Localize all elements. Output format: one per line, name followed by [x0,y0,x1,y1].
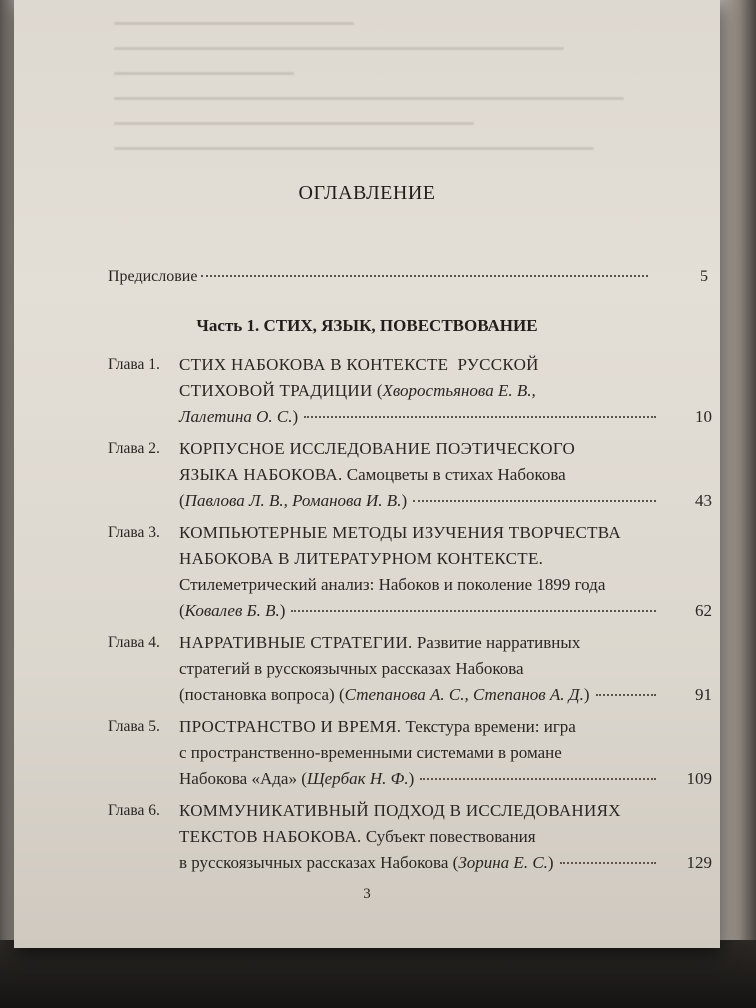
chapter-line [179,546,712,572]
chapter-heading: ПРОСТРАНСТВО И ВРЕМЯ. [179,717,402,736]
chapter-line [179,656,712,682]
chapter-heading: ТЕКСТОВ НАБОКОВА. [179,827,362,846]
chapter-page-number: 62 [695,601,712,620]
chapter-heading: СТИХ НАБОКОВА В КОНТЕКСТЕ РУССКОЙ [179,355,539,374]
chapter-authors: Хворостьянова Е. В., [382,381,536,400]
chapter-line [179,740,712,766]
chapter-line [179,404,712,430]
chapter-heading: КОРПУСНОЕ ИССЛЕДОВАНИЕ ПОЭТИЧЕСКОГО [179,439,576,458]
chapter-subtitle: стратегий в русскоязычных рассказах Набокова [179,659,524,678]
chapter-subtitle: ( [179,491,185,510]
chapter-text [179,798,712,876]
chapter-text [179,630,712,708]
chapter-text [179,714,712,792]
chapter-subtitle: в русскоязычных рассказах Набокова ( [179,853,459,872]
chapter-subtitle: Стилеметрический анализ: Набоков и поколение 1899 года [179,575,606,594]
page-title: ОГЛАВЛЕНИЕ [298,182,436,204]
chapter-subtitle: Текстура времени: игра [401,717,576,736]
chapter-subtitle: ) [279,601,286,620]
dot-leader [304,416,656,418]
chapter-heading: НАБОКОВА В ЛИТЕРАТУРНОМ КОНТЕКСТЕ. [179,549,544,568]
preface-page-number: 5 [700,268,708,285]
preface-label: Предисловие [108,268,198,285]
chapter-subtitle: с пространственно-временными системами в романе [179,743,562,762]
chapter-label: Глава 3. [108,524,160,541]
chapter-subtitle: (постановка вопроса) ( [179,685,345,704]
chapter-heading: КОММУНИКАТИВНЫЙ ПОДХОД В ИССЛЕДОВАНИЯХ [179,801,621,820]
dot-leader [291,610,656,612]
chapter-subtitle: ( [372,381,383,400]
chapter-subtitle: Набокова «Ада» ( [179,769,307,788]
chapter-heading: НАРРАТИВНЫЕ СТРАТЕГИИ. [179,633,413,652]
dot-leader [413,500,656,502]
chapter-authors: Щербак Н. Ф. [306,769,409,788]
chapter-page-number: 43 [695,491,712,510]
chapter-authors: Степанова А. С., Степанов А. Д. [344,685,584,704]
chapter-label: Глава 1. [108,356,160,373]
chapter-line [179,462,712,488]
chapter-subtitle: ) [408,769,415,788]
dot-leader [201,275,648,277]
dot-leader [596,694,656,696]
chapter-line [179,436,712,462]
chapter-page-number: 109 [686,769,712,788]
chapter-line [179,572,712,598]
chapter-authors: Зорина Е. С. [458,853,548,872]
chapter-heading: СТИХОВОЙ ТРАДИЦИИ [179,381,373,400]
chapter-authors: Ковалев Б. В. [184,601,280,620]
chapter-line [179,714,712,740]
chapter-line [179,798,712,824]
chapter-page-number: 91 [695,685,712,704]
chapter-label: Глава 4. [108,634,160,651]
background-bottom [0,940,756,1008]
chapter-subtitle: Развитие нарративных [412,633,581,652]
chapter-authors: Павлова Л. В., Романова И. В. [184,491,402,510]
chapter-label: Глава 5. [108,718,160,735]
dot-leader [420,778,656,780]
chapter-line [179,850,712,876]
chapter-line [179,682,712,708]
chapter-line [179,352,712,378]
book-page [14,0,720,948]
table-of-contents [14,0,720,948]
chapter-subtitle: Субъект повествования [361,827,536,846]
chapter-text [179,520,712,624]
chapter-label: Глава 2. [108,440,160,457]
part-heading: Часть 1. СТИХ, ЯЗЫК, ПОВЕСТВОВАНИЕ [196,316,538,335]
chapter-subtitle: ) [583,685,590,704]
chapter-line [179,598,712,624]
chapter-subtitle: ) [401,491,408,510]
chapter-line [179,824,712,850]
chapter-page-number: 129 [686,853,712,872]
chapter-text [179,436,712,514]
chapter-text [179,352,712,430]
chapter-subtitle: Самоцветы в стихах Набокова [342,465,566,484]
chapter-subtitle: ( [179,601,185,620]
chapter-line [179,488,712,514]
chapter-subtitle: ) [547,853,554,872]
chapter-line [179,630,712,656]
chapter-line [179,520,712,546]
chapter-line [179,378,712,404]
chapter-heading: ЯЗЫКА НАБОКОВА. [179,465,343,484]
chapter-subtitle: ) [292,407,299,426]
page-number: 3 [363,886,371,902]
chapter-heading: КОМПЬЮТЕРНЫЕ МЕТОДЫ ИЗУЧЕНИЯ ТВОРЧЕСТВА [179,523,621,542]
chapter-authors: Лалетина О. С. [179,407,293,426]
chapter-label: Глава 6. [108,802,160,819]
toc-entry-preface [108,268,708,286]
chapter-line [179,766,712,792]
dot-leader [560,862,656,864]
chapter-page-number: 10 [695,407,712,426]
